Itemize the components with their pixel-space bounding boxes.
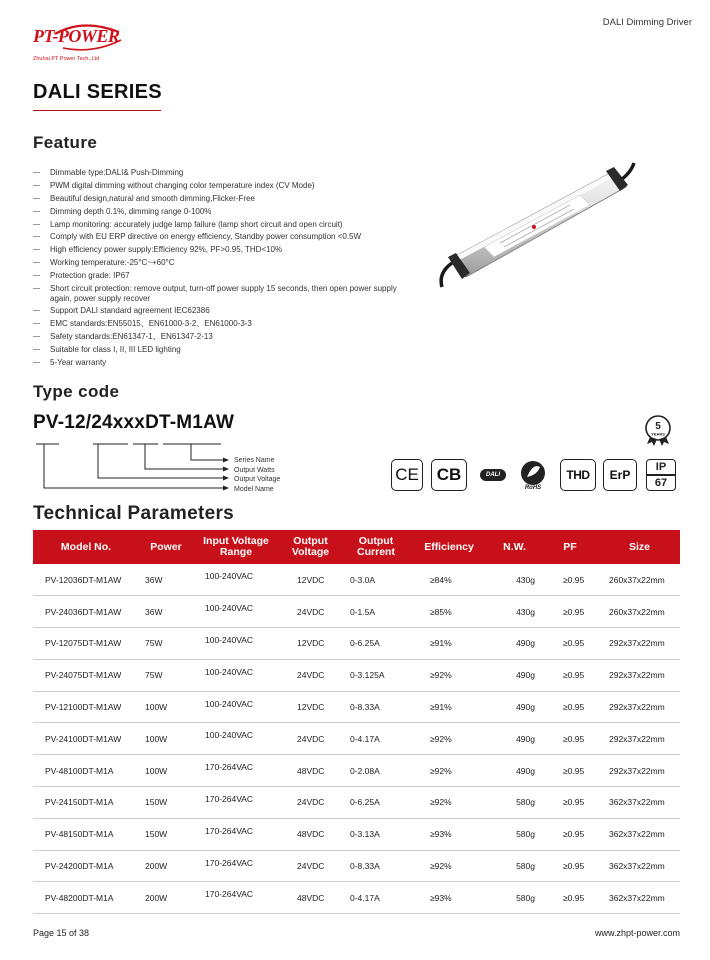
cell-pf: ≥0.95 — [541, 628, 599, 660]
cell-efficiency: ≥91% — [410, 628, 488, 660]
cell-output-voltage: 48VDC — [279, 818, 342, 850]
cell-size: 362x37x22mm — [599, 882, 680, 914]
cell-output-voltage: 24VDC — [279, 850, 342, 882]
cell-size: 292x37x22mm — [599, 628, 680, 660]
cell-power: 100W — [139, 755, 193, 787]
logo-wordmark: PT-POWER — [33, 26, 120, 46]
cell-efficiency: ≥92% — [410, 659, 488, 691]
cell-size: 362x37x22mm — [599, 850, 680, 882]
table-row — [33, 755, 680, 787]
cell-output-voltage: 24VDC — [279, 787, 342, 819]
cell-output-current: 0-1.5A — [342, 596, 410, 628]
svg-text:YEARS: YEARS — [651, 431, 665, 437]
cell-model: PV-48200DT-M1A — [33, 882, 139, 914]
label-output-voltage: Output Voltage — [234, 476, 281, 484]
feature-item: — Beautiful design,natural and smooth dimming,Flicker-Free — [33, 194, 413, 204]
feature-item: — Safety standards:EN61347-1、EN61347-2-13 — [33, 332, 413, 342]
company-logo — [33, 22, 125, 68]
cell-input-voltage: 170-264VAC — [193, 850, 279, 882]
feature-item: — PWM digital dimming without changing color temperature index (CV Mode) — [33, 181, 413, 191]
cell-nw: 580g — [488, 818, 541, 850]
cell-power: 36W — [139, 596, 193, 628]
cell-output-current: 0-4.17A — [342, 723, 410, 755]
cell-output-current: 0-2.08A — [342, 755, 410, 787]
type-code-model: PV-12/24xxxDT-M1AW — [33, 412, 235, 433]
table-row — [33, 818, 680, 850]
dali-logo-icon: DALI — [475, 459, 511, 491]
cell-nw: 490g — [488, 628, 541, 660]
cell-power: 100W — [139, 723, 193, 755]
website-url: www.zhpt-power.com — [594, 928, 680, 938]
cell-input-voltage: 100-240VAC — [193, 691, 279, 723]
cell-output-current: 0-3.13A — [342, 818, 410, 850]
cell-model: PV-48150DT-M1A — [33, 818, 139, 850]
table-row — [33, 564, 680, 596]
cell-input-voltage: 100-240VAC — [193, 723, 279, 755]
table-row — [33, 882, 680, 914]
cell-input-voltage: 100-240VAC — [193, 628, 279, 660]
page-number: Page 15 of 38 — [33, 928, 90, 938]
cell-power: 150W — [139, 787, 193, 819]
label-model-name: Model Name — [234, 485, 274, 493]
cell-model: PV-12075DT-M1AW — [33, 628, 139, 660]
cell-output-current: 0-8.33A — [342, 691, 410, 723]
cell-input-voltage: 170-264VAC — [193, 818, 279, 850]
logo-subtitle: Zhuhai PT Power Tech.,Ltd — [33, 56, 100, 62]
cell-output-current: 0-8.33A — [342, 850, 410, 882]
svg-text:RoHS: RoHS — [524, 485, 542, 491]
cell-efficiency: ≥92% — [410, 723, 488, 755]
cell-pf: ≥0.95 — [541, 564, 599, 596]
col-nw: N.W. — [488, 530, 541, 564]
cell-model: PV-24075DT-M1AW — [33, 659, 139, 691]
cell-output-voltage: 48VDC — [279, 755, 342, 787]
warranty-5-years-icon — [640, 413, 676, 447]
feature-item: — Working temperature:-25°C~+60°C — [33, 258, 413, 268]
table-row — [33, 787, 680, 819]
cell-size: 292x37x22mm — [599, 691, 680, 723]
cell-efficiency: ≥93% — [410, 818, 488, 850]
cell-output-voltage: 12VDC — [279, 564, 342, 596]
cell-output-current: 0-6.25A — [342, 787, 410, 819]
col-output-voltage: Output Voltage — [279, 530, 342, 564]
col-pf: PF — [541, 530, 599, 564]
cell-nw: 580g — [488, 882, 541, 914]
feature-item: — EMC standards:EN55015、EN61000-3-2、EN61000-3-3 — [33, 319, 413, 329]
cell-size: 362x37x22mm — [599, 818, 680, 850]
cell-nw: 430g — [488, 596, 541, 628]
cell-efficiency: ≥93% — [410, 882, 488, 914]
technical-parameters-table — [33, 530, 680, 914]
ip67-icon: IP 67 — [646, 459, 676, 491]
feature-item: — Dimmable type:DALI& Push-Dimming — [33, 168, 413, 178]
cell-model: PV-24200DT-M1A — [33, 850, 139, 882]
product-image — [430, 155, 640, 295]
cell-pf: ≥0.95 — [541, 818, 599, 850]
cell-input-voltage: 170-264VAC — [193, 787, 279, 819]
cell-input-voltage: 170-264VAC — [193, 755, 279, 787]
cell-power: 75W — [139, 628, 193, 660]
feature-item: — Comply with EU ERP directive on energy efficiency, Standby power consumption <0.5W — [33, 232, 413, 242]
label-output-watts: Output Watts — [234, 466, 275, 474]
cell-nw: 430g — [488, 564, 541, 596]
cell-pf: ≥0.95 — [541, 755, 599, 787]
cell-power: 200W — [139, 882, 193, 914]
cell-power: 75W — [139, 659, 193, 691]
cell-efficiency: ≥92% — [410, 850, 488, 882]
series-title: DALI SERIES — [33, 81, 162, 103]
cell-pf: ≥0.95 — [541, 787, 599, 819]
cell-output-current: 0-3.0A — [342, 564, 410, 596]
col-size: Size — [599, 530, 680, 564]
table-row — [33, 723, 680, 755]
cell-model: PV-12036DT-M1AW — [33, 564, 139, 596]
cell-size: 260x37x22mm — [599, 564, 680, 596]
cell-input-voltage: 100-240VAC — [193, 564, 279, 596]
feature-item: — High efficiency power supply:Efficiency 92%, PF>0.95, THD<10% — [33, 245, 413, 255]
cell-input-voltage: 100-240VAC — [193, 659, 279, 691]
cell-output-voltage: 24VDC — [279, 596, 342, 628]
type-code-heading: Type code — [33, 382, 120, 401]
cell-model: PV-12100DT-M1AW — [33, 691, 139, 723]
cell-size: 260x37x22mm — [599, 596, 680, 628]
cell-size: 292x37x22mm — [599, 755, 680, 787]
table-row — [33, 850, 680, 882]
cell-output-voltage: 12VDC — [279, 691, 342, 723]
cell-power: 100W — [139, 691, 193, 723]
col-input-voltage: Input Voltage Range — [193, 530, 279, 564]
cell-size: 292x37x22mm — [599, 659, 680, 691]
table-row — [33, 659, 680, 691]
cell-power: 200W — [139, 850, 193, 882]
doc-title: DALI Dimming Driver — [602, 17, 692, 28]
col-power: Power — [139, 530, 193, 564]
cell-pf: ≥0.95 — [541, 723, 599, 755]
type-code-diagram — [33, 438, 233, 494]
cell-power: 36W — [139, 564, 193, 596]
cell-input-voltage: 100-240VAC — [193, 596, 279, 628]
cell-pf: ≥0.95 — [541, 596, 599, 628]
ce-mark-icon: CE — [390, 459, 424, 491]
col-model: Model No. — [33, 530, 139, 564]
feature-item: — Lamp monitoring: accurately judge lamp failure (lamp short circuit and open circuit) — [33, 220, 413, 230]
cell-output-current: 0-3.125A — [342, 659, 410, 691]
cell-output-current: 0-4.17A — [342, 882, 410, 914]
cell-model: PV-24150DT-M1A — [33, 787, 139, 819]
cell-pf: ≥0.95 — [541, 691, 599, 723]
cell-nw: 580g — [488, 850, 541, 882]
cell-efficiency: ≥92% — [410, 787, 488, 819]
feature-item: — Dimming depth 0.1%, dimming range 0-100% — [33, 207, 413, 217]
technical-heading: Technical Parameters — [33, 503, 235, 524]
table-row — [33, 691, 680, 723]
feature-item: — Suitable for class I, II, III LED lighting — [33, 345, 413, 355]
cell-model: PV-24036DT-M1AW — [33, 596, 139, 628]
feature-item: — Protection grade: IP67 — [33, 271, 413, 281]
thd-icon: THD — [560, 459, 596, 491]
feature-heading: Feature — [33, 133, 98, 152]
series-underline — [33, 110, 161, 111]
cell-output-current: 0-6.25A — [342, 628, 410, 660]
cell-nw: 490g — [488, 723, 541, 755]
table-row — [33, 596, 680, 628]
cell-pf: ≥0.95 — [541, 850, 599, 882]
cell-model: PV-24100DT-M1AW — [33, 723, 139, 755]
rohs-icon — [517, 459, 549, 491]
cell-nw: 490g — [488, 659, 541, 691]
erp-icon: ErP — [603, 459, 637, 491]
table-row — [33, 628, 680, 660]
cell-efficiency: ≥91% — [410, 691, 488, 723]
cell-efficiency: ≥85% — [410, 596, 488, 628]
feature-item: — Support DALI standard agreement IEC62386 — [33, 306, 413, 316]
cell-output-voltage: 24VDC — [279, 659, 342, 691]
table-header-row — [33, 530, 680, 564]
svg-text:5: 5 — [655, 421, 661, 432]
col-output-current: Output Current — [342, 530, 410, 564]
cell-output-voltage: 12VDC — [279, 628, 342, 660]
cell-efficiency: ≥92% — [410, 755, 488, 787]
col-efficiency: Efficiency — [410, 530, 488, 564]
label-series-name: Series Name — [234, 457, 275, 464]
cell-power: 150W — [139, 818, 193, 850]
cell-size: 292x37x22mm — [599, 723, 680, 755]
cell-input-voltage: 170-264VAC — [193, 882, 279, 914]
cell-size: 362x37x22mm — [599, 787, 680, 819]
cell-nw: 490g — [488, 755, 541, 787]
cell-efficiency: ≥84% — [410, 564, 488, 596]
feature-item: — 5-Year warranty — [33, 358, 413, 368]
cb-mark-icon: CB — [431, 459, 467, 491]
feature-item: — Short circuit protection: remove output, turn-off power supply 15 seconds, then open power supply again, power supply recover — [33, 284, 413, 303]
cell-pf: ≥0.95 — [541, 659, 599, 691]
cell-output-voltage: 24VDC — [279, 723, 342, 755]
cell-output-voltage: 48VDC — [279, 882, 342, 914]
cell-nw: 580g — [488, 787, 541, 819]
table-body — [33, 564, 680, 914]
cell-nw: 490g — [488, 691, 541, 723]
type-code-labels — [234, 456, 280, 494]
cell-model: PV-48100DT-M1A — [33, 755, 139, 787]
feature-list — [33, 168, 413, 371]
cell-pf: ≥0.95 — [541, 882, 599, 914]
